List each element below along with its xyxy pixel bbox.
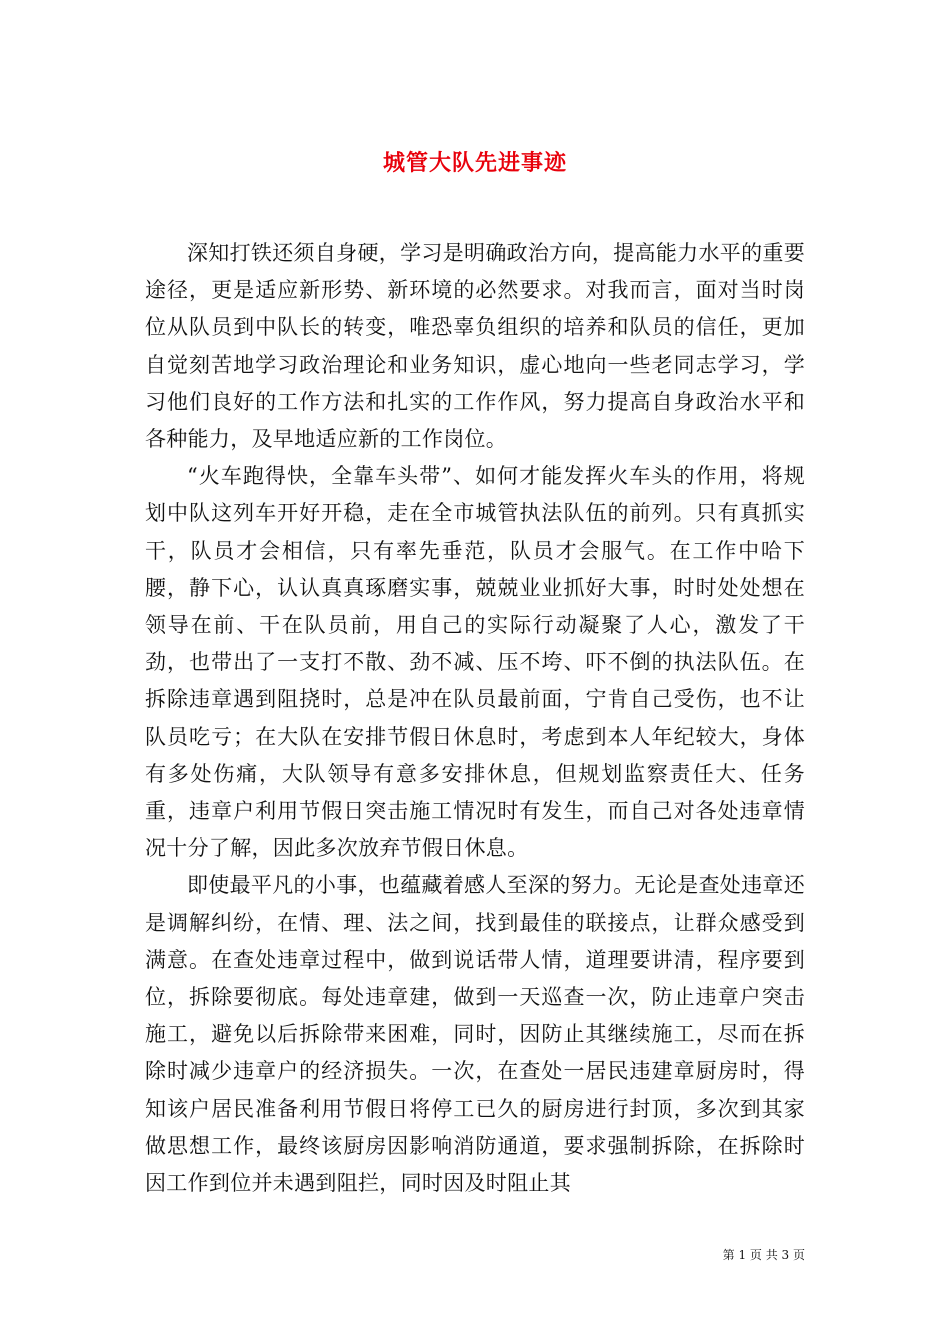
paragraph: 即使最平凡的小事，也蕴藏着感人至深的努力。无论是查处违章还是调解纠纷，在情、理、法之间，找到最佳的联接点，让群众感受到满意。在查处违章过程中，做到说话带人情，道理要讲清，程序要到位，拆除要彻底。每处违章建，做到一天巡查一次，防止违章户突击施工，避免以后拆除带来困难，同时，因防止其继续施工，尽而在拆除时减少违章户的经济损失。一次，在查处一居民违建章厨房时，得知该户居民准备利用节假日将停工已久的厨房进行封顶，多次到其家做思想工作，最终该厨房因影响消防通道，要求强制拆除，在拆除时因工作到位并未遇到阻拦，同时因及时阻止其 xyxy=(145,873,805,1196)
paragraph: “火车跑得快，全靠车头带”、如何才能发挥火车头的作用，将规划中队这列车开好开稳，走在全市城管执法队伍的前列。只有真抓实干，队员才会相信，只有率先垂范，队员才会服气。在工作中哈下腰，静下心，认认真真琢磨实事，兢兢业业抓好大事，时时处处想在领导在前、干在队员前，用自己的实际行动凝聚了人心，激发了干劲，也带出了一支打不散、劲不减、压不垮、吓不倒的执法队伍。在拆除违章遇到阻挠时，总是冲在队员最前面，宁肯自己受伤，也不让队员吃亏；在大队在安排节假日休息时，考虑到本人年纪较大，身体有多处伤痛，大队领导有意多安排休息，但规划监察责任大、任务重，违章户利用节假日突击施工情况时有发生，而自己对各处违章情况十分了解，因此多次放弃节假日休息。 xyxy=(145,464,805,861)
paragraph: 深知打铁还须自身硬，学习是明确政治方向，提高能力水平的重要途径，更是适应新形势、新环境的必然要求。对我而言，面对当时岗位从队员到中队长的转变，唯恐辜负组织的培养和队员的信任，更加自觉刻苦地学习政治理论和业务知识，虚心地向一些老同志学习，学习他们良好的工作方法和扎实的工作作风，努力提高自身政治水平和各种能力，及早地适应新的工作岗位。 xyxy=(145,241,805,452)
document-title: 城管大队先进事迹 xyxy=(382,149,567,176)
page-number: 第 1 页 共 3 页 xyxy=(722,1248,805,1262)
document-body xyxy=(145,235,805,1202)
